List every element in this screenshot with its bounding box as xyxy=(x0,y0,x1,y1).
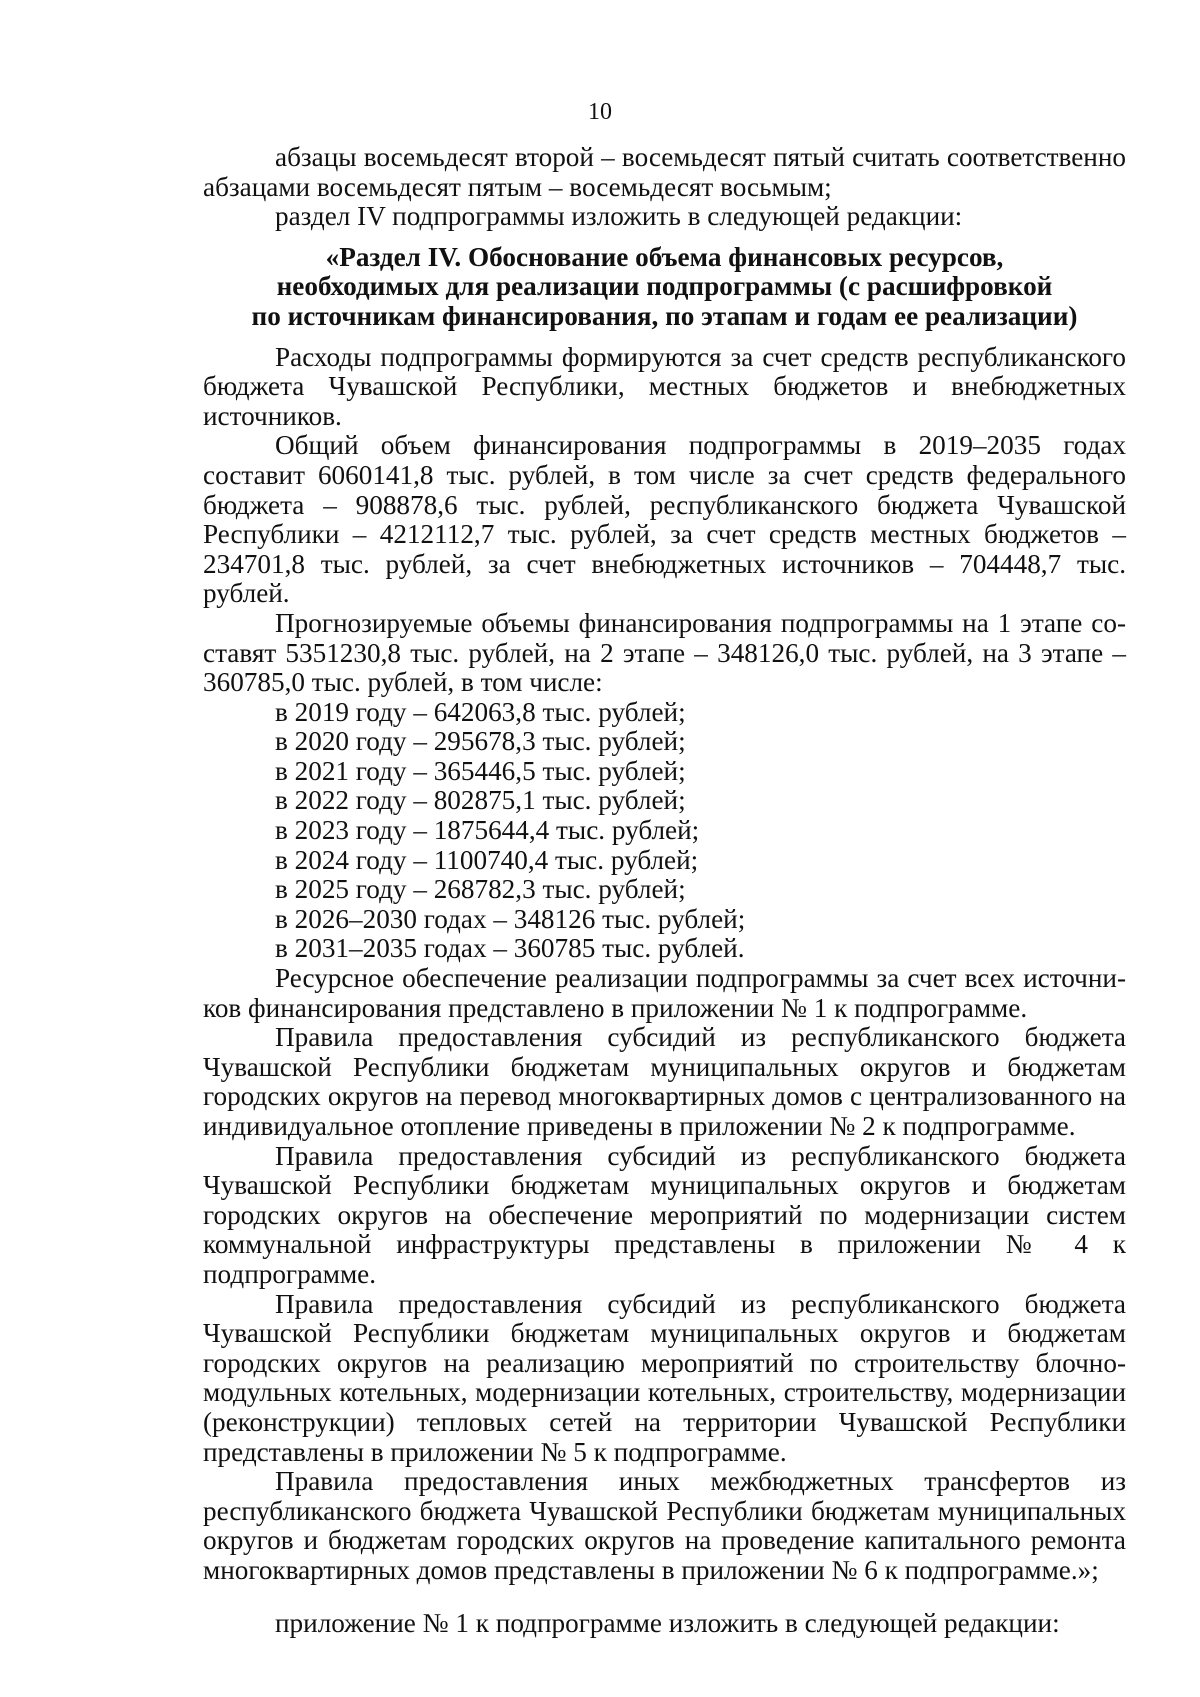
funding-year-item: в 2021 году – 365446,5 тыс. рублей; xyxy=(275,755,686,786)
body-paragraph: Общий объем финансирования подпрограммы в 2019–2035 годах составит 6060141,8 тыс. рублей, в том числе за счет средств федерального бюджета – 908878,6 тыс. рублей, республиканского бюджета Чувашской Республики – 4212112,7 тыс. рублей, за счет средств местных бюджетов – 234701,8 тыс. рублей, за счет внебюджетных источников – 704448,7 тыс. рублей. xyxy=(203,430,1126,609)
body-paragraph: Правила предоставления субсидий из республиканского бюджета Чувашской Республики бюджетам муниципальных округов и бюджетам городских округов на обеспечение мероприятий по модернизации систем коммунальной инфраструктуры представлены в приложении № 4 к подпрограмме. xyxy=(203,1140,1126,1289)
funding-year-item: в 2031–2035 годах – 360785 тыс. рублей. xyxy=(275,933,745,964)
intro-paragraph: раздел IV подпрограммы изложить в следующей редакции: xyxy=(275,201,963,232)
section-heading-line: по источникам финансирования, по этапам и годам ее реализации) xyxy=(251,300,1078,331)
body-paragraph: Правила предоставления субсидий из республиканского бюджета Чувашской Республики бюджетам муниципальных округов и бюджетам городских округов на реализацию мероприятий по строительству блочно-модульных котельных, модернизации котельных, строительству, модернизации (реконструкции) тепловых сетей на территории Чувашской Республики представлены в приложении № 5 к подпрограмме. xyxy=(203,1288,1126,1467)
body-paragraph: Ресурсное обеспечение реализации подпрограммы за счет всех источников финансирования представлено в приложении № 1 к подпрограмме. xyxy=(203,963,1126,1023)
closing-paragraph: приложение № 1 к подпрограмме изложить в следующей редакции: xyxy=(275,1607,1060,1638)
section-heading xyxy=(203,243,1126,332)
section-heading-line: «Раздел IV. Обоснование объема финансовых ресурсов, xyxy=(325,241,1004,272)
funding-by-year-list xyxy=(203,698,1126,964)
section-heading-line: необходимых для реализации подпрограммы (с расшифровкой xyxy=(276,271,1053,302)
intro-paragraph: абзацы восемьдесят второй – восемьдесят пятый считать соответственно абзацами восемьдесят пятым – восемьдесят восьмым; xyxy=(203,142,1126,202)
body-paragraph: Правила предоставления иных межбюджетных трансфертов из республиканского бюджета Чувашской Республики бюджетам муниципальных округов и бюджетам городских округов на проведение капитального ремонта многоквартирных домов представлены в приложении № 6 к подпрограмме.»; xyxy=(203,1466,1126,1585)
body-paragraph: Правила предоставления субсидий из республиканского бюджета Чувашской Республики бюджетам муниципальных округов и бюджетам городских округов на перевод многоквартирных домов с централизованного на индивидуальное отопление приведены в приложении № 2 к подпрограмме. xyxy=(203,1022,1126,1141)
body-paragraph: Расходы подпрограммы формируются за счет средств республиканского бюджета Чувашской Республики, местных бюджетов и внебюджетных источников. xyxy=(203,341,1126,431)
page-number: 10 xyxy=(588,99,612,125)
funding-year-item: в 2022 году – 802875,1 тыс. рублей; xyxy=(275,785,686,816)
body-paragraph: Прогнозируемые объемы финансирования подпрограммы на 1 этапе составят 5351230,8 тыс. рублей, на 2 этапе – 348126,0 тыс. рублей, на 3 этапе – 360785,0 тыс. рублей, в том числе: xyxy=(203,607,1126,698)
funding-year-item: в 2023 году – 1875644,4 тыс. рублей; xyxy=(275,815,700,846)
funding-year-item: в 2026–2030 годах – 348126 тыс. рублей; xyxy=(275,903,746,934)
funding-year-item: в 2019 году – 642063,8 тыс. рублей; xyxy=(275,696,686,727)
funding-year-item: в 2025 году – 268782,3 тыс. рублей; xyxy=(275,874,686,905)
funding-year-item: в 2020 году – 295678,3 тыс. рублей; xyxy=(275,726,686,757)
document-body xyxy=(203,143,1126,1638)
funding-year-item: в 2024 году – 1100740,4 тыс. рублей; xyxy=(275,844,699,875)
